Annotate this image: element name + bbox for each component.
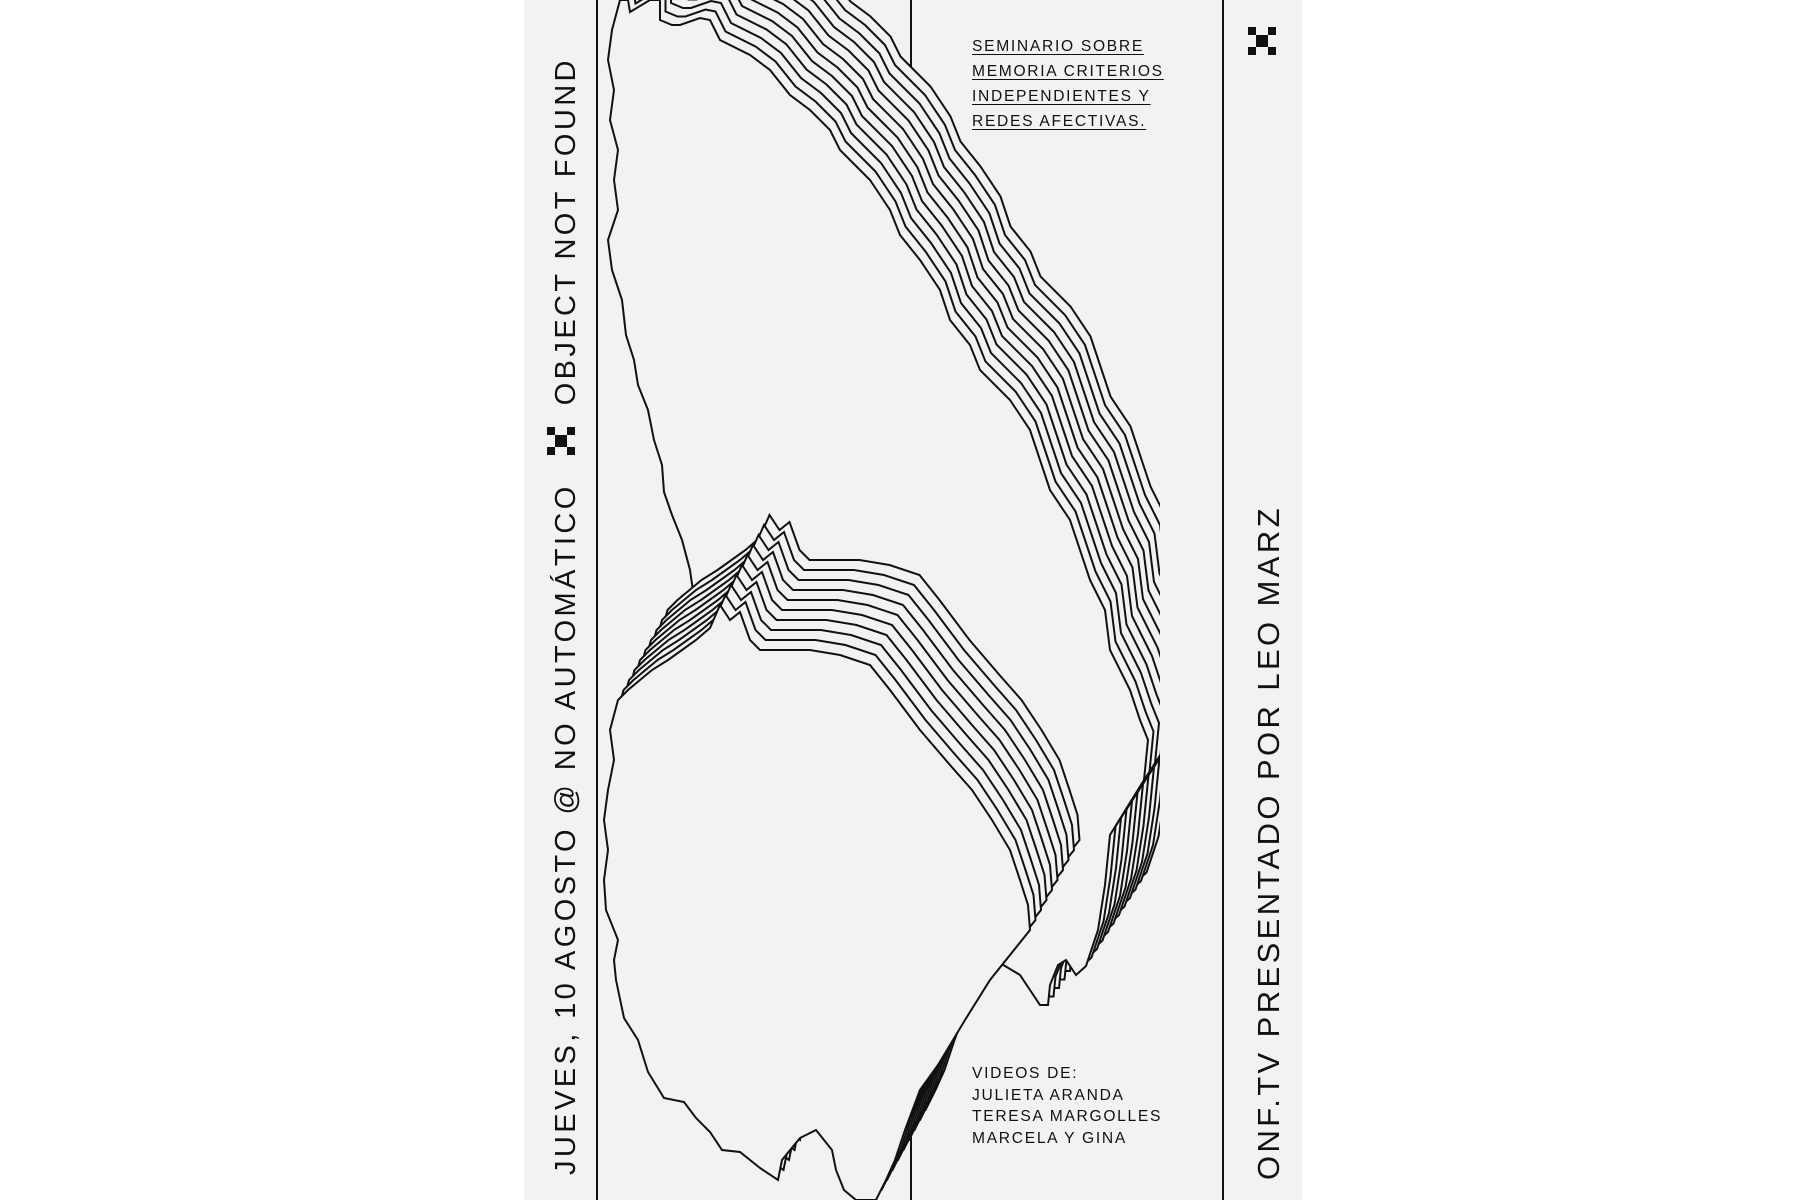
left-vertical-text	[548, 57, 584, 1175]
right-vertical-text: ONF.TV PRESENTADO POR LEO MARZ	[1251, 504, 1286, 1180]
pixel-x-mark-icon	[1248, 27, 1276, 55]
event-date-venue: JUEVES, 10 AGOSTO @ NO AUTOMÁTICO	[550, 483, 582, 1175]
video-artist: TERESA MARGOLLES	[972, 1108, 1163, 1125]
video-artist: JULIETA ARANDA	[972, 1086, 1125, 1104]
poster	[524, 0, 1302, 1200]
intro-line: MEMORIA CRITERIOS	[972, 63, 1164, 80]
left-divider-line	[596, 0, 598, 1200]
intro-line: REDES AFECTIVAS.	[972, 113, 1147, 130]
video-artist: MARCELA Y GINA	[972, 1129, 1127, 1147]
intro-line: SEMINARIO SOBRE	[972, 38, 1144, 55]
pixel-x-mark-icon	[547, 427, 575, 455]
layered-map-illustration	[600, 0, 1163, 1200]
intro-line: INDEPENDIENTES Y	[972, 88, 1151, 105]
poster-title: OBJECT NOT FOUND	[550, 57, 582, 406]
videos-heading: VIDEOS DE:	[972, 1065, 1079, 1082]
right-divider-line	[1222, 0, 1224, 1200]
